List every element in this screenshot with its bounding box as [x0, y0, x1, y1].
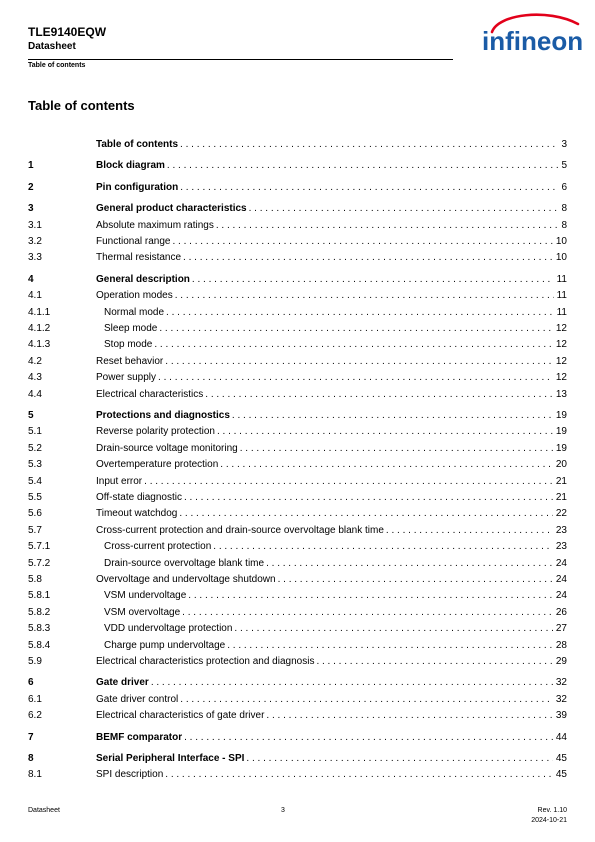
toc-dot-leader: [166, 306, 554, 319]
footer-revision: Rev. 1.10: [537, 807, 567, 814]
toc-entry-line: [96, 388, 567, 401]
toc-entry[interactable]: [28, 219, 567, 232]
toc-entry-page[interactable]: 19: [555, 410, 567, 421]
toc-entry[interactable]: [28, 540, 567, 553]
toc-entry-line: [96, 442, 567, 455]
toc-entry[interactable]: [28, 409, 567, 422]
toc-entry-title[interactable]: Overvoltage and undervoltage shutdown: [96, 574, 276, 585]
toc-entry-line: [104, 557, 567, 570]
toc-entry-title[interactable]: Stop mode: [104, 339, 153, 351]
toc-entry-line: [96, 181, 567, 194]
toc-entry-line: [96, 458, 567, 471]
toc-dot-leader: [144, 475, 553, 488]
toc-dot-leader: [220, 458, 553, 471]
toc-entry-page[interactable]: 22: [555, 508, 567, 520]
toc-entry-line: [96, 409, 567, 422]
toc-entry-number: 5.9: [28, 656, 42, 667]
toc-entry-line: [96, 573, 567, 586]
toc-entry[interactable]: [28, 322, 567, 335]
toc-entry-line: [96, 355, 567, 368]
toc-entry-page[interactable]: 13: [555, 388, 567, 400]
toc-entry-number: 5.5: [28, 492, 42, 503]
toc-entry[interactable]: [28, 355, 567, 368]
toc-entry[interactable]: [28, 693, 567, 706]
toc-dot-leader: [188, 589, 553, 602]
toc-dot-leader: [240, 442, 553, 455]
toc-entry[interactable]: [28, 524, 567, 537]
toc-entry-line: [96, 475, 567, 488]
toc-entry-number: 5.6: [28, 508, 42, 520]
footer-doc-type: Datasheet: [28, 807, 60, 814]
toc-entry-number: 4.3: [28, 372, 42, 384]
toc-entry-page[interactable]: 12: [555, 372, 567, 384]
toc-entry-number: 6: [28, 677, 34, 689]
footer-date: 2024-10-21: [531, 817, 567, 824]
toc-entry-number: 5.7.1: [28, 541, 51, 553]
toc-entry[interactable]: [28, 622, 567, 635]
toc-entry-line: [96, 219, 567, 232]
toc-dot-leader: [386, 524, 553, 537]
toc-dot-leader: [213, 540, 553, 553]
toc-entry-title[interactable]: Electrical characteristics protection and diagnosis: [96, 656, 315, 667]
toc-dot-leader: [158, 371, 553, 384]
toc-dot-leader: [180, 693, 553, 706]
infineon-logo: [478, 10, 590, 58]
toc-entry[interactable]: [28, 251, 567, 264]
product-name: TLE9140EQW: [28, 25, 107, 39]
toc-entry-title[interactable]: Functional range: [96, 236, 171, 247]
toc-dot-leader: [246, 752, 552, 765]
toc-dot-leader: [165, 768, 553, 781]
toc-entry[interactable]: [28, 709, 567, 722]
toc-dot-leader: [184, 491, 553, 504]
toc-entry-title[interactable]: Timeout watchdog: [96, 508, 178, 520]
toc-entry-title[interactable]: Thermal resistance: [96, 252, 182, 264]
toc-entry[interactable]: [28, 388, 567, 401]
toc-entry-page[interactable]: 21: [555, 492, 567, 503]
toc-entry-page[interactable]: 3: [561, 139, 567, 150]
toc-dot-leader: [183, 251, 553, 264]
toc-dot-leader: [205, 388, 553, 401]
toc-dot-leader: [159, 322, 553, 335]
toc-dot-leader: [184, 731, 553, 744]
toc-entry-number: 5.7: [28, 524, 42, 536]
toc-entry[interactable]: [28, 458, 567, 471]
toc-entry-line: [96, 371, 567, 384]
toc-entry-line: [96, 425, 567, 438]
toc-entry-page[interactable]: 19: [555, 426, 567, 438]
toc-entry-number: 5.1: [28, 426, 42, 438]
toc-entry-title[interactable]: BEMF comparator: [96, 731, 183, 743]
toc-entry-title[interactable]: Charge pump undervoltage: [104, 639, 226, 651]
toc-entry-number: 5.8.1: [28, 590, 51, 602]
toc-entry-page[interactable]: 20: [555, 459, 567, 471]
toc-entry[interactable]: [28, 442, 567, 455]
toc-dot-leader: [234, 622, 552, 635]
toc-entry-line: [104, 589, 567, 602]
toc-entry[interactable]: [28, 573, 567, 586]
toc-entry[interactable]: [28, 639, 567, 652]
toc-entry-number: 3.3: [28, 252, 42, 264]
toc-entry[interactable]: [28, 731, 567, 744]
toc-dot-leader: [173, 235, 553, 248]
toc-entry-page[interactable]: 28: [555, 639, 567, 651]
toc-entry-number: 8.1: [28, 769, 42, 781]
toc-dot-leader: [227, 639, 553, 652]
toc-entry-page[interactable]: 29: [555, 656, 567, 667]
toc-entry-title[interactable]: Gate driver: [96, 677, 149, 689]
toc-entry-line: [104, 306, 567, 319]
toc-entry-page[interactable]: 19: [555, 442, 567, 454]
toc-entry-title[interactable]: Block diagram: [96, 160, 165, 172]
toc-entry-title[interactable]: Cross-current protection: [104, 541, 212, 553]
toc-entry-line: [96, 491, 567, 504]
toc-entry-page[interactable]: 21: [555, 475, 567, 487]
toc-entry-title[interactable]: Cross-current protection and drain-source overvoltage blank time: [96, 524, 384, 536]
toc-entry[interactable]: [28, 202, 567, 215]
toc-entry-number: 5.8.2: [28, 606, 51, 618]
toc-entry-line: [96, 251, 567, 264]
toc-entry-number: 4.1.3: [28, 339, 51, 351]
toc-entry-number: 5.8.3: [28, 623, 51, 635]
toc-entry[interactable]: [28, 338, 567, 351]
toc-entry-line: [96, 676, 567, 689]
toc-entry-page[interactable]: 12: [555, 339, 567, 351]
toc-entry-line: [96, 709, 567, 722]
toc-entry-title[interactable]: Electrical characteristics: [96, 388, 204, 400]
toc-entry[interactable]: [28, 289, 567, 302]
toc-entry-page[interactable]: 32: [555, 677, 567, 689]
toc-entry-title[interactable]: Drain-source overvoltage blank time: [104, 557, 265, 569]
toc-entry-title[interactable]: Pin configuration: [96, 181, 179, 193]
toc-dot-leader: [192, 273, 554, 286]
page-title: Table of contents: [28, 98, 135, 113]
toc-entry-number: 3.2: [28, 236, 42, 247]
toc-entry-number: 5.8.4: [28, 639, 51, 651]
toc-entry-title[interactable]: Table of contents: [96, 139, 179, 150]
toc-dot-leader: [179, 507, 553, 520]
toc-entry-number: 5.4: [28, 475, 42, 487]
toc-entry-number: 5: [28, 410, 34, 421]
toc-entry-title[interactable]: General description: [96, 273, 190, 285]
toc-entry-page[interactable]: 5: [561, 160, 567, 172]
header-divider: [28, 59, 453, 60]
toc-entry-page[interactable]: 45: [555, 753, 567, 764]
toc-entry-title[interactable]: Operation modes: [96, 290, 173, 302]
toc-entry-number: 4: [28, 273, 34, 285]
running-section-title: Table of contents: [28, 62, 86, 69]
toc-entry-page[interactable]: 11: [556, 273, 567, 285]
toc-entry[interactable]: [28, 159, 567, 172]
toc-entry-page[interactable]: 10: [555, 252, 567, 264]
toc-entry-page[interactable]: 6: [561, 181, 567, 193]
toc-entry-number: 3.1: [28, 219, 42, 231]
toc-entry-page[interactable]: 8: [561, 203, 567, 215]
toc-entry-line: [96, 752, 567, 765]
toc-entry-title[interactable]: Off-state diagnostic: [96, 492, 182, 503]
toc-dot-leader: [180, 181, 558, 194]
toc-dot-leader: [249, 202, 559, 215]
toc-entry-title[interactable]: General product characteristics: [96, 203, 247, 215]
toc-entry[interactable]: [28, 676, 567, 689]
toc-entry-page[interactable]: 27: [555, 623, 567, 635]
toc-entry-page[interactable]: 23: [555, 541, 567, 553]
toc-entry-line: [96, 731, 567, 744]
toc-dot-leader: [154, 338, 553, 351]
toc-entry-number: 5.3: [28, 459, 42, 471]
toc-entry-number: 4.1.1: [28, 306, 51, 318]
toc-entry-page[interactable]: 23: [555, 524, 567, 536]
toc-entry[interactable]: [28, 589, 567, 602]
toc-entry-line: [96, 202, 567, 215]
toc-entry-line: [104, 338, 567, 351]
toc-entry[interactable]: [28, 138, 567, 151]
toc-entry-title[interactable]: Normal mode: [104, 306, 165, 318]
toc-entry[interactable]: [28, 606, 567, 619]
toc-entry-line: [104, 622, 567, 635]
toc-entry-line: [104, 606, 567, 619]
toc-entry[interactable]: [28, 306, 567, 319]
toc-entry-number: 2: [28, 181, 34, 193]
toc-entry-number: 8: [28, 753, 34, 764]
toc-entry[interactable]: [28, 655, 567, 668]
toc-entry[interactable]: [28, 235, 567, 248]
toc-entry-title[interactable]: VDD undervoltage protection: [104, 623, 233, 635]
toc-entry[interactable]: [28, 507, 567, 520]
toc-entry-title[interactable]: Reverse polarity protection: [96, 426, 215, 438]
toc-entry[interactable]: [28, 768, 567, 781]
toc-entry-line: [96, 138, 567, 151]
toc-dot-leader: [266, 557, 553, 570]
toc-entry-line: [104, 540, 567, 553]
toc-entry-page[interactable]: 24: [555, 557, 567, 569]
toc-entry-title[interactable]: VSM undervoltage: [104, 590, 187, 602]
toc-dot-leader: [266, 709, 552, 722]
toc-dot-leader: [217, 425, 553, 438]
toc-entry-page[interactable]: 45: [555, 769, 567, 781]
toc-entry-line: [104, 639, 567, 652]
document-type: Datasheet: [28, 41, 76, 52]
toc-entry-title[interactable]: Power supply: [96, 372, 157, 384]
footer-page-number: 3: [281, 807, 285, 814]
toc-entry-title[interactable]: Gate driver control: [96, 693, 179, 705]
toc-entry-title[interactable]: Overtemperature protection: [96, 459, 219, 471]
toc-entry-title[interactable]: Reset behavior: [96, 355, 164, 367]
toc-entry-title[interactable]: Absolute maximum ratings: [96, 219, 214, 231]
toc-entry-number: 3: [28, 203, 34, 215]
toc-entry-number: 4.1: [28, 290, 42, 302]
toc-entry-title[interactable]: Electrical characteristics of gate driver: [96, 710, 265, 722]
toc-entry[interactable]: [28, 371, 567, 384]
toc-entry-page[interactable]: 24: [555, 574, 567, 585]
toc-entry-title[interactable]: Drain-source voltage monitoring: [96, 442, 238, 454]
toc-entry-title[interactable]: Protections and diagnostics: [96, 410, 230, 421]
toc-entry[interactable]: [28, 557, 567, 570]
toc-entry-title[interactable]: Sleep mode: [104, 323, 158, 334]
toc-entry-page[interactable]: 39: [555, 710, 567, 722]
toc-entry-line: [96, 524, 567, 537]
toc-entry-number: 4.4: [28, 388, 42, 400]
toc-entry-page[interactable]: 11: [556, 290, 567, 302]
toc-entry-line: [96, 235, 567, 248]
toc-entry-number: 4.2: [28, 355, 42, 367]
toc-entry-page[interactable]: 32: [555, 693, 567, 705]
toc-entry-number: 5.7.2: [28, 557, 51, 569]
toc-entry[interactable]: [28, 273, 567, 286]
toc-dot-leader: [278, 573, 553, 586]
toc-entry-line: [96, 768, 567, 781]
toc-entry-number: 1: [28, 160, 34, 172]
toc-entry-number: 4.1.2: [28, 323, 51, 334]
toc-entry-page[interactable]: 44: [555, 731, 567, 743]
toc-dot-leader: [180, 138, 558, 151]
toc-entry-page[interactable]: 24: [555, 590, 567, 602]
toc-entry-line: [96, 507, 567, 520]
toc-dot-leader: [182, 606, 553, 619]
toc-entry-line: [96, 655, 567, 668]
toc-entry[interactable]: [28, 752, 567, 765]
toc-dot-leader: [316, 655, 552, 668]
toc-entry-page[interactable]: 12: [555, 355, 567, 367]
toc-entry-number: 5.2: [28, 442, 42, 454]
toc-dot-leader: [175, 289, 554, 302]
toc-entry-title[interactable]: Serial Peripheral Interface - SPI: [96, 753, 245, 764]
toc-dot-leader: [216, 219, 559, 232]
toc-entry-page[interactable]: 26: [555, 606, 567, 618]
toc-entry[interactable]: [28, 475, 567, 488]
toc-entry-line: [96, 273, 567, 286]
toc-entry-number: 7: [28, 731, 34, 743]
toc-entry-line: [96, 289, 567, 302]
toc-entry-page[interactable]: 12: [555, 323, 567, 334]
toc-entry-line: [96, 693, 567, 706]
toc-dot-leader: [167, 159, 559, 172]
toc-entry-page[interactable]: 8: [561, 219, 567, 231]
toc-entry-page[interactable]: 11: [556, 306, 567, 318]
toc-entry-title[interactable]: Input error: [96, 475, 143, 487]
toc-entry[interactable]: [28, 425, 567, 438]
logo-wordmark: infineon: [482, 26, 584, 56]
toc-entry-page[interactable]: 10: [555, 236, 567, 247]
toc-dot-leader: [232, 409, 553, 422]
toc-entry-number: 6.2: [28, 710, 42, 722]
toc-entry[interactable]: [28, 181, 567, 194]
toc-entry[interactable]: [28, 491, 567, 504]
toc-entry-number: 5.8: [28, 574, 42, 585]
toc-entry-line: [96, 159, 567, 172]
toc-entry-line: [104, 322, 567, 335]
toc-dot-leader: [151, 676, 553, 689]
toc-dot-leader: [165, 355, 553, 368]
toc-entry-title[interactable]: VSM overvoltage: [104, 606, 181, 618]
toc-entry-title[interactable]: SPI description: [96, 769, 164, 781]
toc-entry-number: 6.1: [28, 693, 42, 705]
